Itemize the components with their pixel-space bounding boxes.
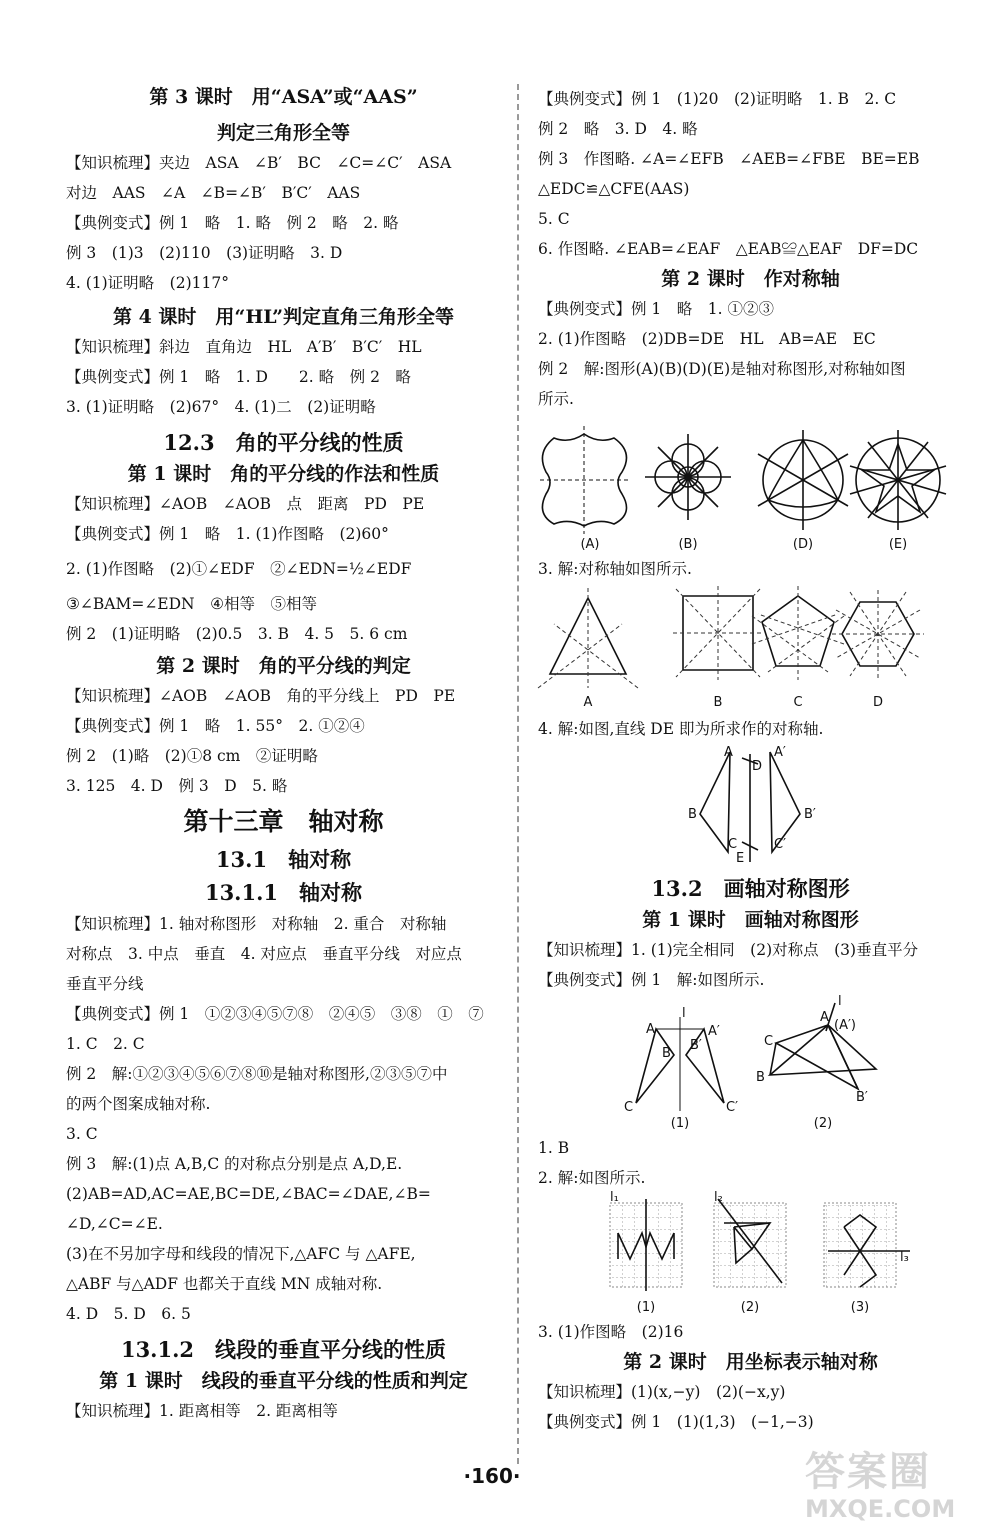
watermark-url: MXQE.COM: [805, 1495, 956, 1523]
section-heading: 第 2 课时 用坐标表示轴对称: [623, 1351, 878, 1373]
figure-label: A: [583, 695, 593, 710]
answer-line: 的两个图案成轴对称.: [66, 1095, 211, 1113]
axis-label: l: [838, 994, 842, 1009]
watermark-text: 答案圈: [805, 1449, 931, 1495]
answer-line: 4. D 5. D 6. 5: [66, 1305, 191, 1323]
point-label: B′: [804, 807, 816, 822]
answer-line: 对边 AAS ∠A ∠B=∠B′ B′C′ AAS: [66, 184, 361, 202]
left-column: [66, 78, 501, 1426]
figure-axis-de: [538, 744, 963, 868]
page-number: ·160·: [463, 1464, 521, 1488]
answer-line: 3. (1)作图略 (2)16: [538, 1323, 684, 1341]
answer-line: 6. 作图略. ∠EAB=∠EAF △EAB≌△EAF DF=DC: [538, 240, 919, 258]
answer-line: 对称点 3. 中点 垂直 4. 对应点 垂直平分线 对应点: [66, 945, 462, 963]
answer-line: 【知识梳理】∠AOB ∠AOB 点 距离 PD PE: [66, 495, 425, 513]
column-divider: [517, 84, 519, 1464]
figure-reflected-triangles: [538, 995, 963, 1133]
answer-line: 1. B: [538, 1139, 570, 1157]
figure-label: C: [793, 695, 803, 710]
figure-label: (1): [670, 1116, 690, 1131]
answer-line: 【知识梳理】斜边 直角边 HL A′B′ B′C′ HL: [66, 338, 422, 356]
answer-line: 5. C: [538, 210, 570, 228]
answer-line: 例 2 解:①②③④⑤⑥⑦⑧⑩是轴对称图形,②③⑤⑦中: [66, 1065, 448, 1083]
figure-label: (2): [813, 1116, 833, 1131]
answer-line: 【知识梳理】夹边 ASA ∠B′ BC ∠C=∠C′ ASA: [66, 154, 452, 172]
answer-line: 【典例变式】例 1 略 1. D 2. 略 例 2 略: [66, 368, 411, 386]
figure-grid-drawings: [538, 1190, 963, 1317]
answer-line: △EDC≌△CFE(AAS): [538, 180, 690, 198]
answer-line: 所示.: [538, 390, 574, 408]
answer-line: 3. 125 4. D 例 3 D 5. 略: [66, 777, 288, 795]
axis-label: l₂: [714, 1190, 723, 1205]
answer-line: 垂直平分线: [66, 975, 144, 993]
point-label: A′: [708, 1024, 720, 1039]
answer-line: (3)在不另加字母和线段的情况下,△AFC 与 △AFE,: [66, 1245, 416, 1263]
answer-line: 【典例变式】例 1 略 1. ①②③: [538, 300, 775, 318]
figure-label: (D): [792, 537, 814, 552]
grid-drawings-svg: [538, 1190, 958, 1317]
point-label: B: [756, 1070, 765, 1085]
answer-line: 【知识梳理】1. (1)完全相同 (2)对称点 (3)垂直平分: [538, 941, 919, 959]
point-label: A′: [774, 745, 786, 760]
answer-line: 4. 解:如图,直线 DE 即为所求作的对称轴.: [538, 720, 824, 738]
figure-label: (E): [888, 537, 908, 552]
chapter-title: 第十三章 轴对称: [183, 807, 384, 836]
figure-label: (2): [740, 1300, 760, 1315]
axis-label: l: [682, 1006, 686, 1021]
figure-label: (3): [850, 1300, 870, 1315]
answer-line: (2)AB=AD,AC=AE,BC=DE,∠BAC=∠DAE,∠B=: [66, 1185, 431, 1203]
point-label: B: [688, 807, 697, 822]
section-heading: 第 2 课时 作对称轴: [661, 268, 840, 290]
answer-line: 【典例变式】例 1 ①②③④⑤⑦⑧ ②④⑤ ③⑧ ① ⑦: [66, 1005, 484, 1023]
answer-line: 2. 解:如图所示.: [538, 1169, 646, 1187]
point-label: D: [752, 759, 763, 774]
section-heading: 第 3 课时 用“ASA”或“AAS”: [149, 86, 418, 108]
point-label: A: [646, 1022, 655, 1037]
figure-label: (1): [636, 1300, 656, 1315]
right-column: [538, 78, 963, 1437]
answer-line: 例 2 略 3. D 4. 略: [538, 120, 698, 138]
answer-line: 例 3 (1)3 (2)110 (3)证明略 3. D: [66, 244, 343, 262]
answer-line: 1. C 2. C: [66, 1035, 145, 1053]
answer-line: △ABF 与△ADF 也都关于直线 MN 成轴对称.: [66, 1275, 383, 1293]
answer-line: 【知识梳理】1. 轴对称图形 对称轴 2. 重合 对称轴: [66, 915, 447, 933]
section-heading: 13.2 画轴对称图形: [651, 876, 850, 901]
answer-line: 例 2 解:图形(A)(B)(D)(E)是轴对称图形,对称轴如图: [538, 360, 906, 378]
axis-de-svg: [538, 744, 958, 868]
answer-line: ③∠BAM=∠EDN ④相等 ⑤相等: [66, 595, 318, 613]
point-label: C′: [726, 1100, 739, 1115]
section-heading: 13.1 轴对称: [215, 847, 352, 872]
answer-line: 【典例变式】例 1 (1)(1,3) (−1,−3): [538, 1413, 814, 1431]
point-label: C: [764, 1034, 774, 1049]
answer-line: 3. 解:对称轴如图所示.: [538, 560, 692, 578]
answer-line: 例 3 作图略. ∠A=∠EFB ∠AEB=∠FBE BE=EB: [538, 150, 920, 168]
section-heading: 第 4 课时 用“HL”判定直角三角形全等: [112, 306, 455, 328]
figure-label: D: [872, 695, 884, 710]
answer-line: 【知识梳理】∠AOB ∠AOB 角的平分线上 PD PE: [66, 687, 456, 705]
answer-line: 【典例变式】例 1 (1)20 (2)证明略 1. B 2. C: [538, 90, 897, 108]
section-heading: 第 1 课时 线段的垂直平分线的性质和判定: [99, 1370, 468, 1392]
axis-label: l₃: [900, 1250, 909, 1265]
regular-polygons-svg: [538, 584, 958, 714]
axis-label: l₁: [610, 1190, 619, 1205]
section-heading: 判定三角形全等: [216, 122, 350, 144]
section-heading: 12.3 角的平分线的性质: [163, 430, 404, 455]
section-heading: 13.1.2 线段的垂直平分线的性质: [120, 1337, 447, 1362]
figure-regular-polygons: [538, 584, 963, 714]
answer-line: 【典例变式】例 1 略 1. 55° 2. ①②④: [66, 717, 365, 735]
figure-label: B: [713, 695, 723, 710]
answer-line: 【典例变式】例 1 略 1. 略 例 2 略 2. 略: [66, 214, 399, 232]
answer-line: 4. (1)证明略 (2)117°: [66, 274, 229, 292]
point-label: C′: [774, 837, 787, 852]
section-heading: 第 2 课时 角的平分线的判定: [156, 655, 411, 677]
answer-line: 【知识梳理】(1)(x,−y) (2)(−x,y): [538, 1383, 786, 1401]
answer-line: 【知识梳理】1. 距离相等 2. 距离相等: [66, 1402, 338, 1420]
symmetric-shapes-svg: [538, 414, 958, 554]
answer-line: 例 2 (1)证明略 (2)0.5 3. B 4. 5 5. 6 cm: [66, 625, 408, 643]
figure-label: (A): [580, 537, 600, 552]
point-label: B′: [856, 1090, 868, 1105]
section-heading: 第 1 课时 角的平分线的作法和性质: [127, 463, 440, 485]
point-label: B′: [690, 1038, 702, 1053]
answer-line: 【典例变式】例 1 略 1. (1)作图略 (2)60°: [66, 525, 389, 543]
point-label: C: [728, 837, 738, 852]
section-heading: 13.1.1 轴对称: [204, 880, 363, 905]
reflected-triangles-svg: [538, 995, 958, 1133]
answer-line: 2. (1)作图略 (2)①∠EDF ②∠EDN=½∠EDF: [66, 560, 412, 578]
figure-symmetric-shapes: [538, 414, 963, 554]
figure-label: (B): [678, 537, 698, 552]
watermark-logo: [805, 1440, 955, 1523]
answer-line: 【典例变式】例 1 解:如图所示.: [538, 971, 765, 989]
point-label: (A′): [834, 1018, 856, 1033]
point-label: A: [820, 1010, 829, 1025]
answer-line: 3. C: [66, 1125, 98, 1143]
point-label: A: [724, 745, 733, 760]
answer-line: 2. (1)作图略 (2)DB=DE HL AB=AE EC: [538, 330, 876, 348]
point-label: E: [736, 851, 745, 866]
answer-line: 例 2 (1)略 (2)①8 cm ②证明略: [66, 747, 318, 765]
section-heading: 第 1 课时 画轴对称图形: [642, 909, 859, 931]
answer-line: ∠D,∠C=∠E.: [66, 1215, 163, 1233]
point-label: B: [662, 1046, 671, 1061]
answer-line: 3. (1)证明略 (2)67° 4. (1)二 (2)证明略: [66, 398, 376, 416]
point-label: C: [624, 1100, 634, 1115]
answer-line: 例 3 解:(1)点 A,B,C 的对称点分别是点 A,D,E.: [66, 1155, 403, 1173]
